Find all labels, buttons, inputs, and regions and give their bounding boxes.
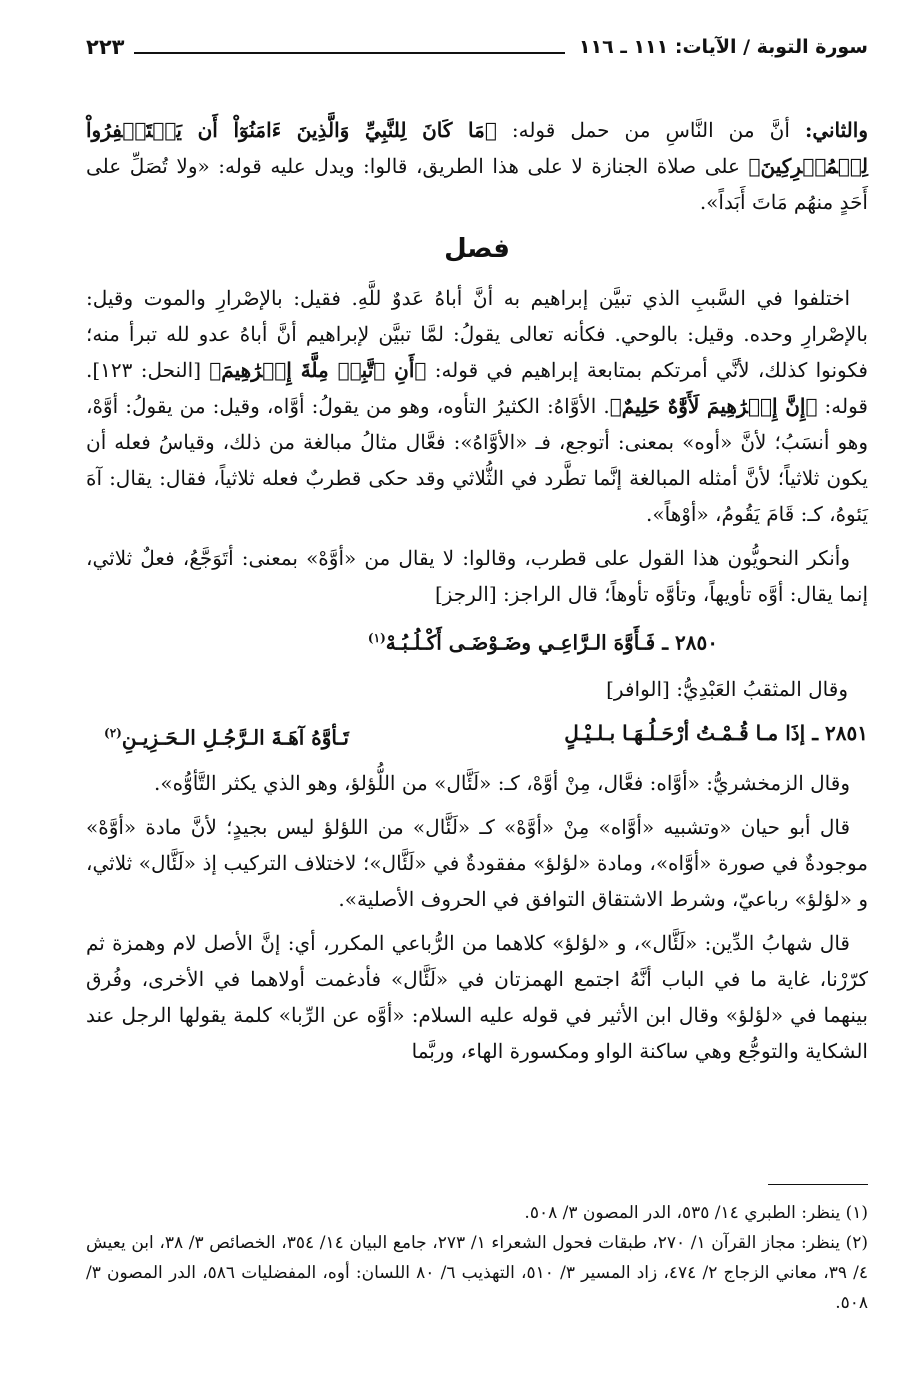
paragraph-shihab: قال شهابُ الدِّين: «لَئَّال»، و «لؤلؤ» كلاهما من الرُّباعي المكرر، أي: إنَّ الأصل لام وهمزة ثم كرّرْنا، غاية ما في الباب أنَّهُ اجتمع الهمزتان في «لَئَّال» فأدغمت أولاهما في الأخرى، وفُرق بينهما في «لؤلؤ» وقال ابن الأثير في قوله عليه السلام: «أوَّه عن الرِّبا» كلمة يقولها الرجل عند الشكاية والتوجُّع وهي ساكنة الواو ومكسورة الهاء، وربَّما — [86, 931, 868, 1064]
footnote-ref: (١) — [367, 631, 386, 645]
main-text — [86, 112, 868, 1069]
paragraph-abu-hayyan: قال أبو حيان «وتشبيه «أوَّاه» مِنْ «أوَّهْ» كـ «لَئَّال» من اللؤلؤ ليس بجيدٍ؛ لأنَّ مادة «أوَّهْ» موجودةٌ في صورة «أوَّاه»، ومادة «لؤلؤ» مفقودةٌ في «لَئَّال»؛ لاختلاف التركيب إذ «لَئَّال» ثلاثي، و «لؤلؤ» رباعيّ، وشرط الاشتقاق التوافق في الحروف الأصلية». — [86, 815, 868, 912]
text-run: [النحل: ١٢٣]. قوله: — [86, 358, 868, 418]
verse-hemistich-1: ٢٨٥١ ـ إذَا مـا قُـمْـتُ أرْحَـلُـهَـا بـلـيْـلٍ — [564, 720, 868, 745]
quran-quote: ﴿مَا كَانَ لِلنَّبِيِّ وَالَّذِينَ ءَامَنُوٓاْ أَن يَسۡتَغۡفِرُواْ لِلۡمُشۡرِكِينَ﴾ — [86, 118, 868, 178]
verse-hemistich-2 — [104, 715, 349, 756]
section-heading: فصل — [444, 234, 510, 264]
footnote-list — [86, 1198, 868, 1318]
paragraph-muthaqqib: وقال المثقبُ العَبْدِيُّ: [الوافر] — [606, 676, 848, 701]
paragraph-label: والثاني: — [804, 118, 868, 142]
footnote-ref: (٢) — [104, 725, 122, 740]
verse-2851 — [86, 715, 868, 756]
text-run: على صلاة الجنازة لا على هذا الطريق، قالوا: ويدل عليه قوله: «ولا تُصَلِّ على أَحَدٍ منهُم مَاتَ أَبَداً». — [86, 154, 868, 214]
header-title: سورة التوبة / الآيات: ١١١ ـ ١١٦ — [578, 36, 868, 58]
book-page — [86, 28, 868, 1358]
page-number: ٢٢٣ — [86, 35, 125, 59]
text-run: أنَّ من النَّاسِ من حمل قوله: — [496, 118, 805, 142]
quran-quote: ﴿أَنِ ٱتَّبِعۡ مِلَّةَ إِبۡرَٰهِيمَ﴾ — [209, 358, 427, 382]
text-run: . الأوَّاهُ: الكثيرُ التأوه، وهو من يقولُ: أوَّاه، وقيل: من يقولُ: أوَّهْ، وهو أنسَبُ؛ لأنَّ «أوه» بمعنى: أتوجع، فـ «الأوَّاهُ»: فعَّال مثالُ مبالغة من ذلك، وقياسُ فعله أن يكون ثلاثياً؛ لأنَّ أمثله المبالغة إنَّما تطَّرد في الثُّلاثي وقد حكى قطربٌ فعله ثلاثياً، فقال: يقال: آهَ يَئوهُ، كـ: قَامَ يَقُومُ، «أوْهاً». — [86, 394, 868, 526]
running-header — [86, 28, 868, 66]
paragraph-ibrahim — [86, 280, 868, 532]
footnote-1: (١) ينظر: الطبري ١٤/ ٥٣٥، الدر المصون ٣/ ٥٠٨. — [524, 1203, 868, 1223]
header-rule — [134, 52, 564, 54]
paragraph-grammarians: وأنكر النحويُّون هذا القول على قطرب، وقالوا: لا يقال من «أوَّهْ» بمعنى: أتَوَجَّعُ، فعلٌ ثلاثي، إنما يقال: أوَّه تأويهاً، وتأوَّه تأوهاً؛ قال الراجز: [الرجز] — [86, 546, 868, 606]
quran-quote: ﴿إِنَّ إِبۡرَٰهِيمَ لَأَوَّٰهٌ حَلِيمٌ﴾ — [609, 394, 818, 418]
verse-text: تَـأوَّهُ آهَـةَ الـرَّجُـلِ الـحَـزِيـنِ — [121, 725, 349, 750]
paragraph-second-opinion — [86, 112, 868, 220]
paragraph-zamakhshari: وقال الزمخشريُّ: «أوَّاه: فعَّال، مِنْ أوَّهْ، كـ: «لَئَّال» من اللُّؤلؤ، وهو الذي يكثر التَّأوُّه». — [154, 771, 850, 796]
verse-2850 — [86, 620, 868, 661]
text-run: اختلفوا في السَّببِ الذي تبيَّن إبراهيم به أنَّ أباهُ عَدوٌ للَّهِ. فقيل: بالإصْرارِ والموت وقيل: بالإصْرارِ وحده. وقيل: بالوحي. فكأنه تعالى يقولُ: لمَّا تبيَّن لإبراهيم أنَّ أباهُ عدو لله تبرأ منه؛ فكونوا كذلك، لأنَّي أمرتكم بمتابعة إبراهيم في قوله: — [86, 286, 868, 382]
footnote-rule — [768, 1184, 868, 1185]
verse-text: ٢٨٥٠ ـ فَـأَوَّهَ الـرَّاعِـي وضَـوْضَـى أَكْـلُـبُـهْ — [385, 630, 718, 655]
footnote-2: (٢) ينظر: مجاز القرآن ١/ ٢٧٠، طبقات فحول الشعراء ١/ ٢٧٣، جامع البيان ١٤/ ٣٥٤، الخصائص ٣/ ٣٨، ابن يعيش ٤/ ٣٩، معاني الزجاج ٢/ ٤٧٤، زاد المسير ٣/ ٥١٠، التهذيب ٦/ ٨٠ اللسان: أوه، المفضليات ٥٨٦، الدر المصون ٣/ ٥٠٨. — [86, 1233, 869, 1313]
